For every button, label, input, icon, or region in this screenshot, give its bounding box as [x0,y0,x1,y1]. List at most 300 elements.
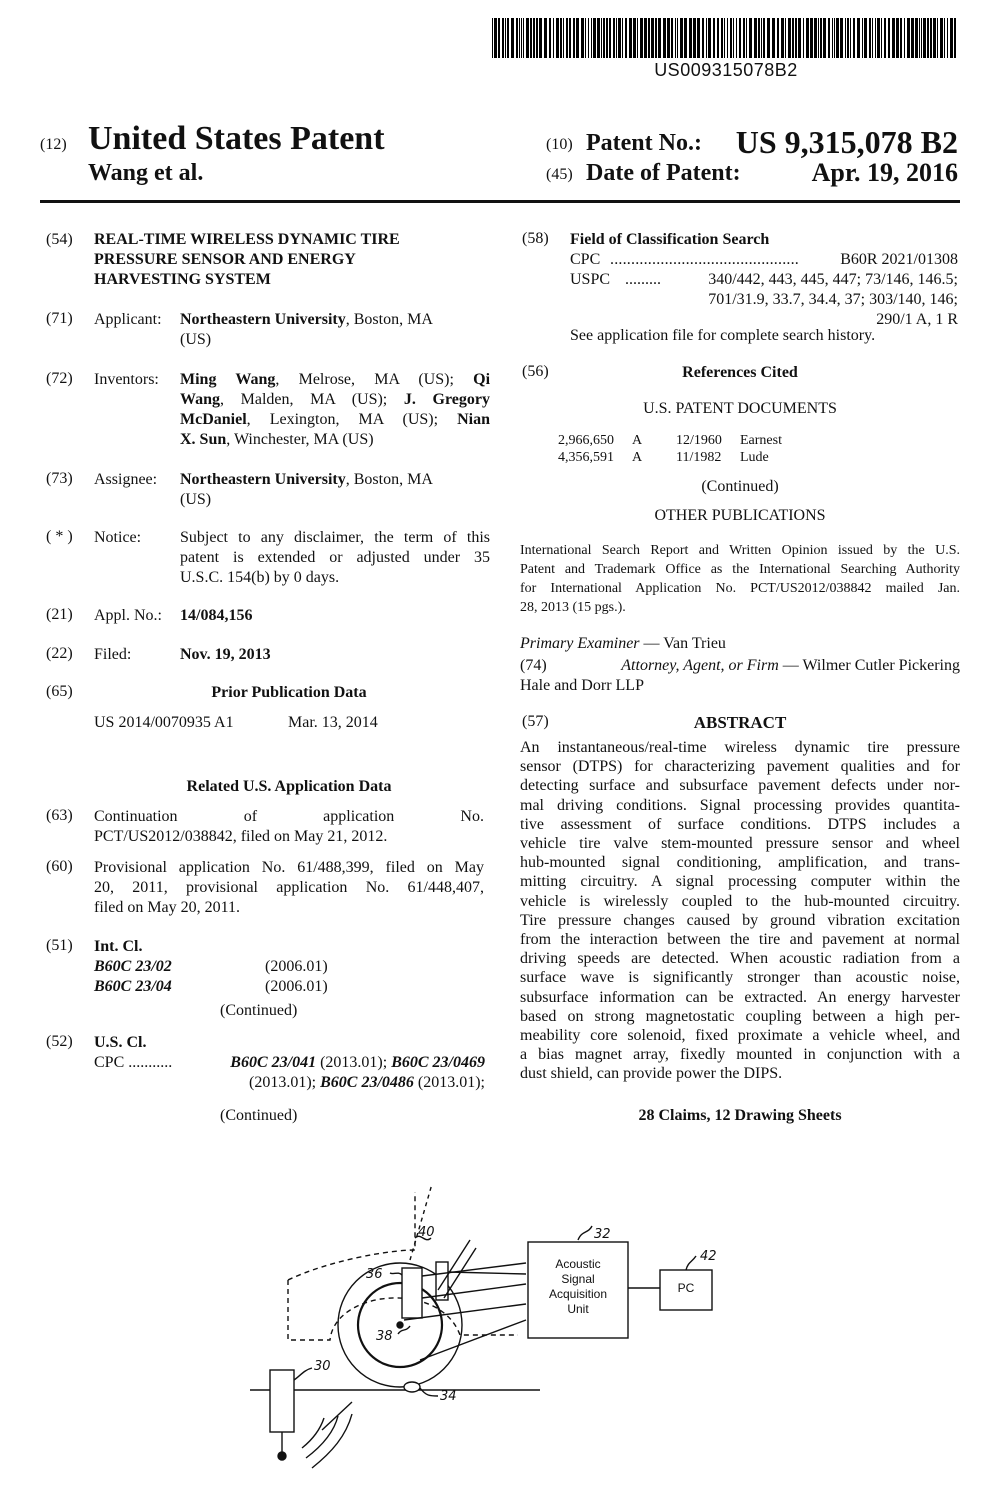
barcode-bar [640,18,643,58]
applicant-value [180,310,490,350]
ref-32: 32 [594,1227,611,1242]
barcode-bar [836,18,839,58]
leader-32 [578,1226,592,1240]
barcode-bar [566,18,568,58]
barcode-bar [724,18,725,58]
barcode-bar [625,18,627,58]
text-run: (2013.01); [316,1054,392,1071]
text-run: , Lexington, MA (US); [246,411,458,428]
barcode-bar [569,18,571,58]
uspc-line: 290/1 A, 1 R [876,311,958,328]
inventors-short: Wang et al. [88,160,204,186]
prior-pub-date: Mar. 13, 2014 [288,714,378,731]
box-label-line: Unit [567,1302,589,1316]
code-60: (60) [46,858,73,875]
sensor-36 [402,1268,422,1318]
barcode-bar [834,18,835,58]
patent-no-label: Patent No.: [586,130,702,156]
barcode-image [492,18,960,58]
provisional-text [94,858,484,918]
barcode-bar [693,18,696,58]
barcode-bar [930,18,932,58]
text-run: (2013.01); [413,1074,485,1091]
text-run: Nian [457,411,490,428]
code-45: (45) [546,166,573,183]
barcode-bar [526,18,529,58]
barcode-bar [684,18,687,58]
prior-pub-heading: Prior Publication Data [211,684,367,701]
publication-line: 28, 2013 (15 pgs.). [520,600,626,615]
barcode-bar [944,18,945,58]
abstract-line: mal driving conditions. Signal processing provides quantita- [520,796,960,814]
ref-kind: A [632,433,643,448]
applicant-location: , Boston, MA [345,311,433,328]
title-line: HARVESTING SYSTEM [94,271,271,288]
assignee-location: , Boston, MA [345,471,433,488]
ref-date: 11/1982 [676,450,722,465]
text-run: Wang [180,391,221,408]
assignee-value [180,470,490,510]
search-note: See application file for complete search history. [570,327,876,344]
applicant-country: (US) [180,331,212,348]
abstract-line: based on strong magnetostatic coupling between a high per- [520,1007,960,1025]
barcode-bar [862,18,863,58]
references-heading: References Cited [682,364,798,381]
barcode-bar [746,18,747,58]
code-52: (52) [46,1033,73,1050]
abstract-line: hub-mounted signal conditioning, amplification, and trans- [520,854,960,872]
publication-line: Patent and Trademark Office as the International Searching Authority [520,562,960,577]
search-cpc-value: B60R 2021/01308 [840,251,958,268]
barcode-bar [593,18,596,58]
barcode-bar [803,18,804,58]
search-cpc-dots: ............................................. [610,251,799,268]
us-cl-label: U.S. Cl. [94,1034,147,1051]
abstract-line: from the interaction between the tire and pavement at normal [520,931,960,949]
leader-30 [294,1368,312,1380]
leader-42 [686,1256,696,1270]
continuation-word: Continuation [94,808,178,825]
code-22: (22) [46,645,73,662]
barcode-bar [758,18,760,58]
text-run: B60C 23/0469 [391,1054,485,1071]
code-57: (57) [522,713,549,730]
barcode-bar [663,18,666,58]
ground-sensor-34 [404,1382,420,1392]
barcode-bar [516,18,518,58]
barcode-bar [872,18,873,58]
inventors-value [180,370,490,450]
barcode-bar [896,18,899,58]
barcode-bar [585,18,586,58]
pc-label: PC [677,1281,695,1295]
provisional-line: filed on May 20, 2011. [94,899,241,916]
barcode-bar [648,18,650,58]
barcode [492,18,960,58]
barcode-bar [717,18,719,58]
patent-kind: United States Patent [88,120,385,157]
abstract-text [520,738,960,1084]
leader-34 [420,1388,438,1396]
barcode-bar [519,18,520,58]
int-cl-version: (2006.01) [265,978,328,995]
notice-line: Subject to any disclaimer, the term of this [180,529,490,546]
box-label-line: Acquisition [548,1287,608,1301]
publication-line: for International Application No. PCT/US2012/038842 mailed Jan. [520,581,960,596]
inventor-line [180,410,490,430]
barcode-bar [781,18,784,58]
barcode-bar [706,18,707,58]
barcode-bar [818,18,819,58]
ref-name: Earnest [740,433,782,448]
claims-summary: 28 Claims, 12 Drawing Sheets [638,1107,842,1124]
abstract-line: vehicle is wirelessly coupled to the hub-mounted circuitry. [520,892,960,910]
assignee-label: Assignee: [94,471,158,488]
us-cl-cpc-label: CPC ........... [94,1054,173,1071]
code-72: (72) [46,370,73,387]
barcode-bar [869,18,871,58]
applicant-label: Applicant: [94,311,162,328]
barcode-bar [689,18,692,58]
invention-title [94,230,494,290]
us-cl-line [230,1053,485,1073]
appl-no-label: Appl. No.: [94,607,162,624]
references-continued: (Continued) [701,478,779,495]
us-patent-docs-heading: U.S. PATENT DOCUMENTS [643,400,837,417]
barcode-bar [777,18,779,58]
us-cl-continued: (Continued) [220,1107,298,1124]
notice-text [180,528,490,588]
barcode-bar [667,18,670,58]
abstract-line: subsurface information can be extracted. An energy harvester [520,988,960,1006]
barcode-bar [544,18,547,58]
barcode-bar [613,18,615,58]
attorney-name: — Wilmer Cutler Pickering [778,657,960,674]
barcode-bar [749,18,752,58]
barcode-bar [814,18,817,58]
attorney-code: (74) [520,657,547,674]
abstract-line: driving speeds are detected. When acoustic radiation from a [520,950,960,968]
other-publication [520,541,960,617]
barcode-bar [713,18,715,58]
abstract-line: dust shield, can provide power the DIPS. [520,1065,783,1083]
figure-drawing [240,1180,740,1480]
barcode-bar [840,18,843,58]
representative-figure [240,1180,740,1480]
barcode-bar [937,18,938,58]
barcode-bar [511,18,514,58]
barcode-bar [823,18,826,58]
notice-line: U.S.C. 154(b) by 0 days. [180,569,340,586]
barcode-bar [644,18,647,58]
barcode-bar [845,18,846,58]
barcode-bar [743,18,745,58]
other-publications-heading: OTHER PUBLICATIONS [654,507,826,524]
barcode-bar [832,18,833,58]
search-cpc-label: CPC [570,251,601,268]
barcode-bar [940,18,943,58]
attorney-label: Attorney, Agent, or Firm [621,657,779,674]
barcode-bar [857,18,860,58]
barcode-bar [950,18,953,58]
notice-label: Notice: [94,529,142,546]
antenna-line [410,1184,432,1260]
barcode-bar [795,18,797,58]
barcode-bar [900,18,902,58]
header-rule [40,200,960,203]
barcode-bar [651,18,654,58]
barcode-bar [767,18,770,58]
text-run: X. Sun [180,431,227,448]
barcode-bar [629,18,632,58]
barcode-bar [533,18,535,58]
barcode-bar [875,18,876,58]
code-12: (12) [40,136,67,153]
barcode-bar [785,18,786,58]
text-run: Qi [473,371,491,388]
barcode-bar [573,18,575,58]
barcode-bar [788,18,791,58]
barcode-bar [680,18,683,58]
inventor-line [180,390,490,410]
abstract-line: a bias magnet array, fixedly mounted in conjunction with a [520,1046,960,1064]
text-run: Ming Wang [180,371,276,388]
barcode-bar [919,18,920,58]
barcode-bar [633,18,636,58]
barcode-bar [798,18,801,58]
barcode-bar [530,18,532,58]
ref-42: 42 [700,1249,717,1264]
continuation-word: application [323,808,395,825]
barcode-bar [806,18,809,58]
barcode-bar [560,18,562,58]
uspc-line: 340/442, 443, 445, 447; 73/146, 146.5; [708,271,958,288]
code-10: (10) [546,136,573,153]
uspc-line: 701/31.9, 33.7, 34.4, 37; 303/140, 146; [708,291,958,308]
barcode-bar [606,18,608,58]
provisional-line: 20, 2011, provisional application No. 61/448,407, [94,879,484,896]
barcode-bar [618,18,621,58]
primary-examiner [520,634,726,654]
barcode-bar [556,18,559,58]
abstract-line: surface wave is significantly stronger than acoustic noise, [520,969,960,987]
abstract-line: meability core solenoid, fixed proximate a vehicle wheel, and [520,1027,960,1045]
code-71: (71) [46,310,73,327]
barcode-bar [877,18,880,58]
continuation-text [94,807,484,847]
int-cl-continued: (Continued) [220,1002,298,1019]
barcode-bar [888,18,890,58]
barcode-bar [772,18,775,58]
continuation-word: No. [460,808,484,825]
barcode-bar [702,18,704,58]
barcode-bar [721,18,723,58]
ref-34: 34 [440,1389,457,1404]
code-notice: ( * ) [46,528,73,545]
abstract-line: tive assessment of surface conditions. DTPS includes a [520,815,960,833]
barcode-bar [536,18,538,58]
ref-name: Lude [740,450,769,465]
barcode-bar [498,18,500,58]
abstract-heading: ABSTRACT [693,713,787,732]
text-run: , Malden, MA (US); [220,391,404,408]
int-cl-class: B60C 23/02 [94,958,172,975]
barcode-bar [847,18,849,58]
barcode-bar [954,18,956,58]
int-cl-version: (2006.01) [265,958,328,975]
leader-36 [390,1273,402,1275]
code-58: (58) [522,230,549,247]
barcode-bar [553,18,554,58]
us-cl-line [249,1073,485,1093]
barcode-bar [850,18,851,58]
barcode-bar [853,18,855,58]
filed-label: Filed: [94,646,132,663]
abstract-line: detecting surface and subsurface pavement defects under nor- [520,777,960,795]
abstract-line: Tire pressure changes caused by ground vibration excitation [520,911,960,929]
barcode-bar [911,18,914,58]
barcode-bar [907,18,910,58]
barcode-bar [921,18,922,58]
ref-36: 36 [366,1267,383,1282]
title-line: REAL-TIME WIRELESS DYNAMIC TIRE [94,231,400,248]
int-cl-label: Int. Cl. [94,938,143,955]
ref-patent-number: 2,966,650 [558,433,614,448]
examiner-name: Van Trieu [663,635,726,652]
prior-pub-number: US 2014/0070935 A1 [94,714,234,731]
barcode-bar [597,18,600,58]
search-uspc-dots: ......... [625,271,661,288]
text-run: (2013.01); [248,1074,321,1091]
inventor-line [180,430,490,450]
inventor-line [180,370,490,390]
barcode-bar [881,18,882,58]
ref-38: 38 [376,1329,393,1344]
appl-no-value: 14/084,156 [180,607,253,624]
inventors-label: Inventors: [94,371,159,388]
abstract-line: sensor (DTPS) for characterizing pavement qualities and for [520,758,960,776]
code-51: (51) [46,937,73,954]
code-56: (56) [522,363,549,380]
barcode-bar [820,18,822,58]
barcode-bar [884,18,886,58]
barcode-bar [523,18,524,58]
barcode-number: US009315078B2 [654,60,798,80]
attorney-name-line2: Hale and Dorr LLP [520,677,644,694]
code-65: (65) [46,683,73,700]
barcode-bar [588,18,589,58]
abstract-line: mitting circuitry. A signal processing computer within the [520,873,960,891]
barcode-bar [677,18,678,58]
barcode-bar [727,18,728,58]
barcode-bar [521,18,522,58]
attorney [520,656,960,696]
examiner-dash: — [639,635,664,652]
barcode-bar [505,18,506,58]
code-73: (73) [46,470,73,487]
barcode-bar [539,18,542,58]
barcode-bar [810,18,813,58]
barcode-bar [739,18,741,58]
barcode-bar [616,18,617,58]
barcode-bar [927,18,929,58]
barcode-bar [947,18,948,58]
box-label-line: Acoustic [555,1257,601,1271]
box-label-line: Signal [561,1272,595,1286]
ref-30: 30 [314,1359,331,1374]
barcode-bar [507,18,509,58]
abstract-line: vehicle tire valve stem-mounted pressure sensor and wheel [520,835,960,853]
code-63: (63) [46,807,73,824]
barcode-bar [708,18,711,58]
assignee-country: (US) [180,491,212,508]
title-line: PRESSURE SENSOR AND ENERGY [94,251,356,268]
barcode-bar [576,18,579,58]
probe-30 [270,1370,294,1432]
barcode-bar [736,18,737,58]
filed-value: Nov. 19, 2013 [180,646,271,663]
text-run: McDaniel [180,411,247,428]
barcode-bar [601,18,602,58]
barcode-bar [622,18,623,58]
publication-line: International Search Report and Written Opinion issued by the U.S. [520,543,960,558]
int-cl-class: B60C 23/04 [94,978,172,995]
text-run: B60C 23/0486 [320,1074,414,1091]
code-54: (54) [46,231,73,248]
barcode-bar [923,18,926,58]
barcode-bar [864,18,867,58]
signal-arrow [420,1320,526,1360]
barcode-bar [761,18,762,58]
continuation-word: of [243,808,258,825]
ref-40: 40 [418,1225,435,1240]
wave-arcs [302,1414,352,1468]
barcode-bar [763,18,765,58]
related-heading: Related U.S. Application Data [186,778,392,795]
barcode-bar [915,18,918,58]
barcode-bar [828,18,830,58]
text-run: , Winchester, MA (US) [226,431,374,448]
barcode-bar [502,18,504,58]
code-21: (21) [46,606,73,623]
patent-date: Apr. 19, 2016 [811,158,958,187]
hub-dot [397,1322,403,1328]
examiner-label: Primary Examiner [520,635,640,652]
barcode-bar [581,18,584,58]
barcode-bar [655,18,657,58]
barcode-bar [563,18,564,58]
notice-line: patent is extended or adjusted under 35 [180,549,490,566]
assignee-name: Northeastern University [180,471,346,488]
applicant-name: Northeastern University [180,311,346,328]
probe-tip [278,1452,286,1460]
barcode-bar [733,18,734,58]
ref-patent-number: 4,356,591 [558,450,614,465]
barcode-bar [609,18,611,58]
barcode-bar [675,18,676,58]
search-uspc-label: USPC [570,271,611,288]
vehicle-body-outline [288,1192,415,1280]
barcode-bar [494,18,497,58]
barcode-bar [792,18,794,58]
text-run: , Melrose, MA (US); [275,371,474,388]
barcode-bar [754,18,757,58]
provisional-line: Provisional application No. 61/488,399, filed on May [94,859,484,876]
ref-kind: A [632,450,643,465]
search-field-heading: Field of Classification Search [570,231,770,248]
barcode-bar [658,18,661,58]
barcode-bar [671,18,673,58]
